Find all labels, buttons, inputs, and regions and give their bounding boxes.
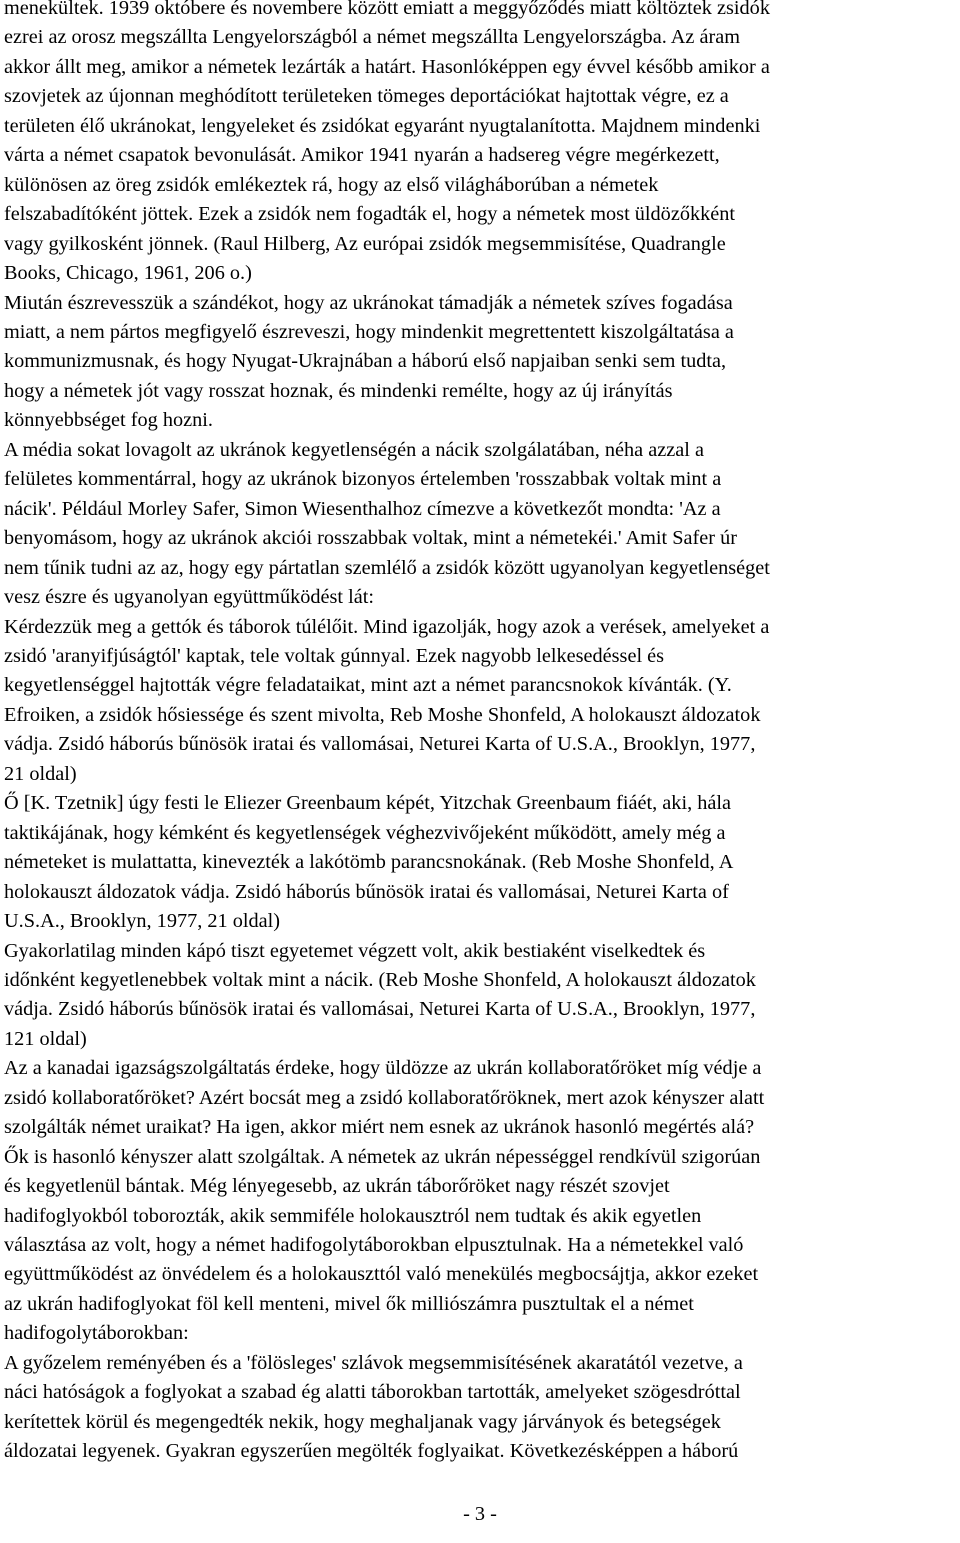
paragraph-western-ukraine: Miután észrevesszük a szándékot, hogy az ukránokat támadják a németek szíves fogadása miatt, a nem pártos megfigyelő észreveszi, hogy mindenkit megrettentett kiszolgáltatása a kommunizmusnak, és hogy Nyugat-Ukrajnában a háború első napjaiban senki sem tudta, hogy a németek jót vagy rosszat hoznak, és mindenki remélte, hogy az új irányítás könnyebbséget fog hozni. bbox=[4, 291, 734, 432]
body-text bbox=[4, 0, 958, 1467]
paragraph-tzetnik-greenbaum: Ő [K. Tzetnik] úgy festi le Eliezer Greenbaum képét, Yitzchak Greenbaum fiáét, aki, hála taktikájának, hogy kémként és kegyetlenségek véghezvivőjeként működött, amely még a németeket is mulattatta, kinevezték a lakótömb parancsnokának. (Reb Moshe Shonfeld, A holokauszt áldozatok vádja. Zsidó háborús bűnösök iratai és vallomásai, Neturei Karta of U.S.A., Brooklyn, 1977, 21 oldal) bbox=[4, 792, 734, 933]
paragraph-refugees-hilberg: menekültek. 1939 októbere és novembere között emiatt a meggyőződés miatt költöztek zsidók ezrei az orosz megszállta Lengyelországból a német megszállta Lengyelországba. Az áram akkor állt meg, amikor a németek lezárták a határt. Hasonlóképpen egy évvel később amikor a szovjetek az újonnan meghódított területeken tömeges deportációkat hajtottak végre, ez a területen élő ukránokat, lengyeleket és zsidókat egyaránt nyugtalanította. Majdnem mindenki várta a német csapatok bevonulását. Amikor 1941 nyarán a hadsereg végre megérkezett, különösen az öreg zsidók emlékeztek rá, hogy az első világháborúban a németek felszabadítóként jöttek. Ezek a zsidók nem fogadták el, hogy a németek most üldözőkként vagy gyilkosként jönnek. (Raul Hilberg, Az európai zsidók megsemmisítése, Quadrangle Books, Chicago, 1961, 206 o.) bbox=[4, 0, 770, 285]
paragraph-canadian-justice: Az a kanadai igazságszolgáltatás érdeke, hogy üldözze az ukrán kollaboratőröket míg védje a zsidó kollaboratőröket? Azért bocsát meg a zsidó kollaboratőröknek, mert azok kényszer alatt szolgálták német uraikat? Ha igen, akkor miért nem esnek az ukránok hasonló megértés alá? Ők is hasonló kényszer alatt szolgáltak. A németek az ukrán népességgel rendkívül szigorúan és kegyetlenül bántak. Még lényegesebb, az ukrán táborőröket nagy részét szovjet hadifoglyokból toborozták, akik semmiféle holokausztról nem tudtak és akik egyetlen választása az volt, hogy a német hadifogolytáborokban elpusztulnak. Ha a németekkel való együttműködést az önvédelem és a holokauszttól való menekülés megbocsájtja, akkor ezeket az ukrán hadifoglyokat föl kell menteni, mivel ők milliószámra pusztultak el a német hadifogolytáborokban: bbox=[4, 1057, 765, 1345]
paragraph-ghetto-survivors: Kérdezzük meg a gettók és táborok túlélőit. Mind igazolják, hogy azok a verések, amelyeket a zsidó 'aranyifjúságtól' kaptak, tele voltak gúnnyal. Ezek nagyobb lelkesedéssel és kegyetlenséggel hajtották végre feladataikat, mint azt a német parancsnokok kívánták. (Y. Efroiken, a zsidók hősiessége és szent mivolta, Reb Moshe Shonfeld, A holokauszt áldozatok vádja. Zsidó háborús bűnösök iratai és vallomásai, Neturei Karta of U.S.A., Brooklyn, 1977, 21 oldal) bbox=[4, 615, 770, 785]
paragraph-nazi-camps: A győzelem reményében és a 'fölösleges' szlávok megsemmisítésének akaratától vezetve, a náci hatóságok a foglyokat a szabad ég alatti táborokban tartották, amelyeket szögesdróttal kerítettek körül és megengedték nekik, hogy meghaljanak vagy járványok és betegségek áldozatai legyenek. Gyakran egyszerűen megölték foglyaikat. Következésképpen a háború bbox=[4, 1351, 743, 1463]
page-number: - 3 - bbox=[463, 1503, 497, 1525]
paragraph-kapo-officers: Gyakorlatilag minden kápó tiszt egyetemet végzett volt, akik bestiaként viselkedtek és időnként kegyetlenebbek voltak mint a nácik. (Reb Moshe Shonfeld, A holokauszt áldozatok vádja. Zsidó háborús bűnösök iratai és vallomásai, Neturei Karta of U.S.A., Brooklyn, 1977, 121 oldal) bbox=[4, 939, 756, 1050]
paragraph-media-safer: A média sokat lovagolt az ukránok kegyetlenségén a nácik szolgálatában, néha azzal a felületes kommentárral, hogy az ukránok bizonyos értelemben 'rosszabbak voltak mint a nácik'. Például Morley Safer, Simon Wiesenthalhoz címezve a következőt mondta: 'Az a benyomásom, hogy az ukránok akciói rosszabbak voltak, mint a németekéi.' Amit Safer úr nem tűnik tudni az az, hogy egy pártatlan szemlélő a zsidók között ugyanolyan kegyetlenséget vesz észre és ugyanolyan együttműködést lát: bbox=[4, 438, 770, 609]
